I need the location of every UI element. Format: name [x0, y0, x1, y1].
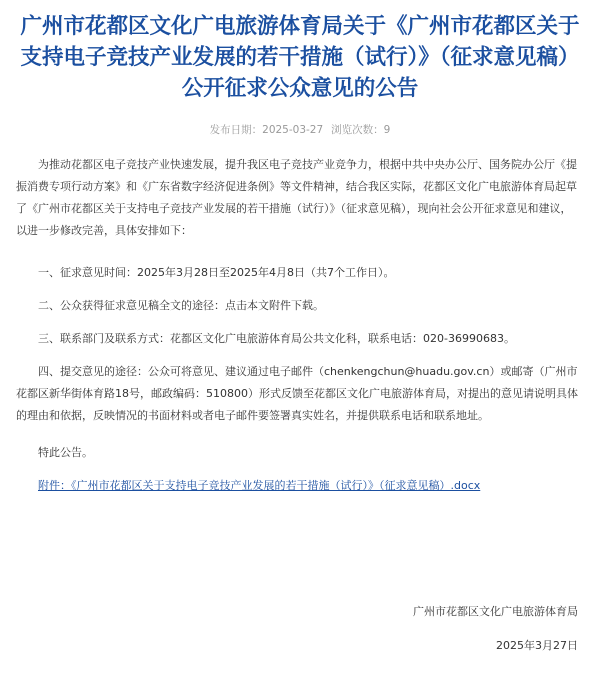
publish-date-label: 发布日期：: [209, 124, 263, 136]
submission-paragraph: 四、提交意见的途径：公众可将意见、建议通过电子邮件（chenkengchun@huadu.gov.cn）或邮寄（广州市花都区新华街体育路18号，邮政编码：510800）形式反馈至花都区文化广电旅游体育局，对提出的意见请说明具体的理由和依据，反映情况的书面材料或者电子邮件要签署真实姓名，并提供联系电话和联系地址。: [16, 365, 578, 422]
consultation-period-paragraph: 一、征求意见时间：2025年3月28日至2025年4月8日（共7个工作日）。: [38, 266, 395, 279]
intro-paragraph: 为推动花都区电子竞技产业快速发展，提升我区电子竞技产业竞争力，根据中共中央办公厅、国务院办公厅《提振消费专项行动方案》和《广东省数字经济促进条例》等文件精神，结合我区实际，花都区文化广电旅游体育局起草了《广州市花都区关于支持电子竞技产业发展的若干措施（试行）》（征求意见稿），现向社会公开征求意见和建议，以进一步修改完善，具体安排如下：: [16, 158, 577, 237]
draft-access-paragraph: 二、公众获得征求意见稿全文的途径：点击本文附件下载。: [38, 299, 324, 312]
signature-org: 广州市花都区文化广电旅游体育局: [413, 605, 578, 618]
attachment-row: [38, 475, 582, 497]
article-title: 广州市花都区文化广电旅游体育局关于《广州市花都区关于支持电子竞技产业发展的若干措施（试行）》（征求意见稿）公开征求公众意见的公告: [20, 14, 580, 101]
article-meta: [0, 123, 600, 137]
view-count: 9: [383, 124, 391, 136]
contact-paragraph: 三、联系部门及联系方式：花都区文化广电旅游体育局公共文化科，联系电话：020-36990683。: [38, 332, 515, 345]
signature-date: 2025年3月27日: [496, 639, 578, 652]
publish-date: 2025-03-27: [262, 124, 324, 136]
view-count-label: 浏览次数：: [331, 124, 384, 136]
closing-paragraph: 特此公告。: [38, 446, 93, 459]
attachment-link[interactable]: 附件：《广州市花都区关于支持电子竞技产业发展的若干措施（试行）》（征求意见稿）.docx: [38, 479, 481, 492]
